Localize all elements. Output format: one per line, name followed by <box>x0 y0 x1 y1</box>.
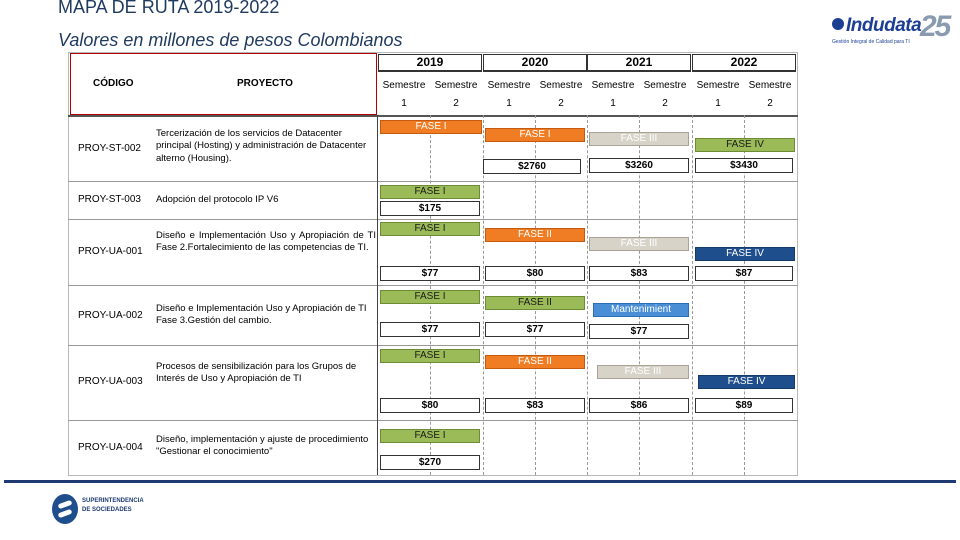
brand-name: Indudata <box>846 15 922 36</box>
brand-tagline: Gestión Integral de Calidad para TI <box>832 39 910 45</box>
project-code: PROY-UA-003 <box>78 376 143 387</box>
semester-header: Semestre 1 <box>382 80 426 109</box>
amount-cell: $83 <box>485 398 585 413</box>
phase-bar: FASE I <box>380 185 480 199</box>
grid-line <box>377 115 378 475</box>
phase-bar: FASE II <box>485 296 585 310</box>
footer-divider <box>4 480 956 483</box>
phase-bar: FASE III <box>589 132 689 146</box>
phase-bar: FASE I <box>380 290 480 304</box>
project-description: Diseño e Implementación Uso y Apropiación de TI Fase 2.Fortalecimiento de las competencias de TI. <box>156 230 376 254</box>
table-header-left <box>70 53 377 115</box>
year-header-2019: 2019 <box>378 54 482 72</box>
phase-bar: FASE II <box>485 228 585 242</box>
phase-bar: FASE I <box>380 222 480 236</box>
grid-line <box>68 345 798 346</box>
phase-bar: FASE I <box>380 349 480 363</box>
project-description: Diseño e Implementación Uso y Apropiación de TI Fase 3.Gestión del cambio. <box>156 303 367 327</box>
semester-header: Semestre 2 <box>748 80 792 109</box>
phase-bar: FASE I <box>380 429 480 443</box>
page-title: MAPA DE RUTA 2019-2022 <box>58 0 280 17</box>
semester-header: Semestre 1 <box>591 80 635 109</box>
grid-line <box>692 115 693 475</box>
project-code: PROY-UA-002 <box>78 310 143 321</box>
year-header-2020: 2020 <box>483 54 587 72</box>
grid-line <box>68 219 798 220</box>
project-code: PROY-ST-002 <box>78 143 141 154</box>
amount-cell: $89 <box>695 398 793 413</box>
amount-cell: $3260 <box>589 158 689 173</box>
grid-line <box>68 115 798 117</box>
grid-line <box>68 181 798 182</box>
amount-cell: $270 <box>380 455 480 470</box>
page-subtitle: Valores en millones de pesos Colombianos <box>58 30 403 50</box>
semester-header: Semestre 2 <box>539 80 583 109</box>
amount-cell: $77 <box>589 324 689 339</box>
project-description: Diseño, implementación y ajuste de procedimiento "Gestionar el conocimiento" <box>156 434 369 458</box>
amount-cell: $77 <box>380 322 480 337</box>
phase-bar: FASE III <box>589 237 689 251</box>
amount-cell: $87 <box>695 266 793 281</box>
project-column-header: PROYECTO <box>237 78 293 89</box>
project-code: PROY-UA-001 <box>78 246 143 257</box>
footer-organization: SUPERINTENDENCIA DE SOCIEDADES <box>82 498 144 513</box>
amount-cell: $83 <box>589 266 689 281</box>
grid-line <box>68 420 798 421</box>
year-header-2021: 2021 <box>587 54 691 72</box>
project-description: Adopción del protocolo IP V6 <box>156 194 279 205</box>
semester-header: Semestre 2 <box>643 80 687 109</box>
code-column-header: CÓDIGO <box>93 78 134 89</box>
amount-cell: $86 <box>589 398 689 413</box>
phase-bar: FASE III <box>597 365 689 379</box>
project-description: Procesos de sensibilización para los Grupos de Interés de Uso y Apropiación de TI <box>156 361 357 385</box>
grid-line <box>587 115 588 475</box>
phase-bar: FASE IV <box>698 375 795 389</box>
project-code: PROY-ST-003 <box>78 194 141 205</box>
amount-cell: $80 <box>380 398 480 413</box>
supersociedades-logo-icon <box>52 490 78 526</box>
project-code: PROY-UA-004 <box>78 442 143 453</box>
semester-header: Semestre 1 <box>696 80 740 109</box>
indudata-logo <box>832 12 958 48</box>
amount-cell: $77 <box>380 266 480 281</box>
phase-bar: FASE II <box>485 355 585 369</box>
semester-header: Semestre 1 <box>487 80 531 109</box>
amount-cell: $2760 <box>483 159 581 174</box>
phase-bar: FASE IV <box>695 247 795 261</box>
year-header-2022: 2022 <box>692 54 796 72</box>
phase-bar: FASE I <box>485 128 585 142</box>
amount-cell: $80 <box>485 266 585 281</box>
amount-cell: $77 <box>485 322 585 337</box>
phase-bar: FASE I <box>380 120 482 134</box>
indudata-mark-icon <box>832 18 844 30</box>
grid-line <box>68 285 798 286</box>
brand-number: 25 <box>920 10 950 43</box>
phase-bar: FASE IV <box>695 138 795 152</box>
project-description: Tercerización de los servicios de Datacenter principal (Hosting) y administración de Datacenter alterno (Housing). <box>156 128 367 164</box>
phase-bar: Mantenimient <box>593 303 689 317</box>
semester-header: Semestre 2 <box>434 80 478 109</box>
amount-cell: $3430 <box>695 158 793 173</box>
amount-cell: $175 <box>380 201 480 216</box>
